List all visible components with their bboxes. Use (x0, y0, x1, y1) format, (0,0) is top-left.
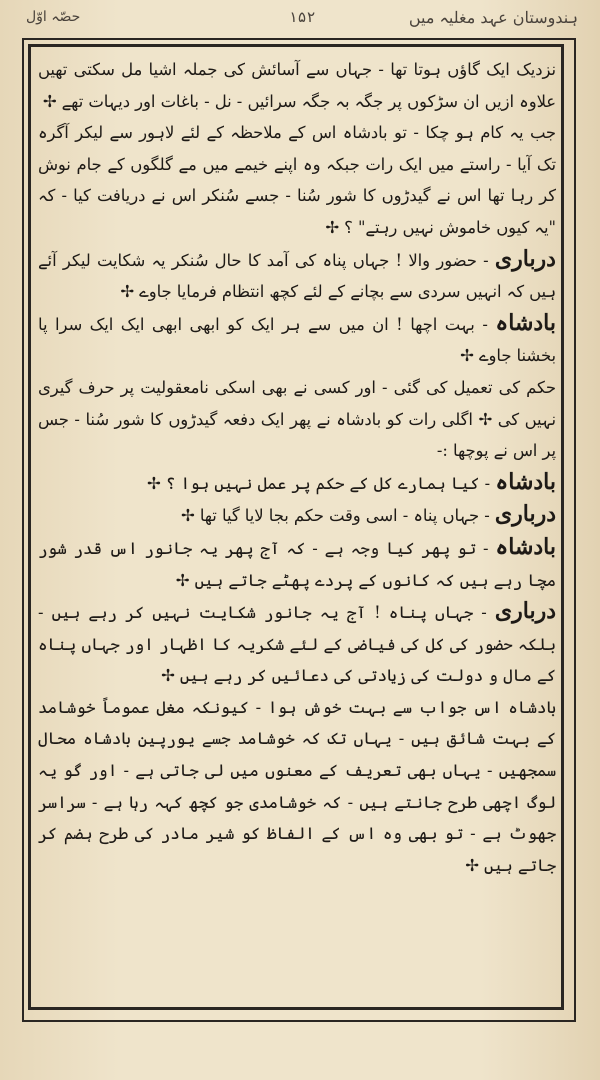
paragraph-text: - جہاں پناہ - اسی وقت حکم بجا لایا گیا تھا ✢ (181, 506, 490, 526)
body-text (38, 54, 556, 1004)
paragraph-text: - کیا ہمارے کل کے حکم پر عمل نہیں ہوا ؟ ✢ (146, 473, 491, 493)
paragraph-text: - بہت اچھا ! ان میں سے ہر ایک کو ابھی ابھی ایک ایک سرا پا بخشنا جاوے ✢ (38, 314, 556, 366)
paragraph-text: حکم کی تعمیل کی گئی - اور کسی نے بھی اسکی نامعقولیت پر حرف گیری نہیں کی ✢ اگلی رات کو بادشاہ نے پھر ایک دفعہ گیدڑوں کا شور سُنا - جس پر اس نے پوچھا :- (38, 377, 556, 461)
speaker-name: بادشاہ (495, 309, 556, 336)
paragraph (38, 117, 556, 243)
paragraph (38, 54, 556, 117)
dialogue-paragraph (38, 308, 556, 372)
speaker-name: بادشاہ (495, 533, 556, 560)
speaker-name: درباری (494, 598, 556, 625)
paragraph-text: جب یہ کام ہو چکا - تو بادشاہ اس کے ملاحظہ کے لئے لاہور سے لیکر آگرہ تک آیا - راستے میں ایک رات جبکہ وہ اپنے خیمے میں مے گلگوں کے جام نوش کر رہا تھا اس نے گیدڑوں کا شور سُنا - جسے سُنکر اس نے دریافت کیا - کہ "یہ کیوں خاموش نہیں رہتے" ؟ ✢ (38, 123, 556, 237)
running-title: ہندوستان عہد مغلیہ میں (408, 8, 578, 27)
dialogue-paragraph (38, 596, 556, 692)
paragraph-text: - حضور والا ! جہاں پناہ کی آمد کا حال سُنکر یہ شکایت لیکر آئے ہیں کہ انہیں سردی سے بچانے کے لئے کچھ انتظام فرمایا جاوے ✢ (38, 250, 556, 302)
dialogue-paragraph (38, 244, 556, 308)
paragraph-text: - تو پھر کیا وجہ ہے - کہ آج پھر یہ جانور اس قدر شور مچا رہے ہیں کہ کانوں کے پردے پھٹے جاتے ہیں ✢ (38, 538, 556, 590)
paragraph-text: - جہاں پناہ ! آج یہ جانور شکایت نہیں کر رہے ہیں - بلکہ حضور کی کل کی فیاضی کے لئے شکریہ کا اظہار اور جہاں پناہ کے مال و دولت کی زیادتی کی دعائیں کر رہے ہیں ✢ (38, 603, 556, 686)
paragraph-text: بادشاہ اس جواب سے بہت خوش ہوا - کیونکہ مغل عموماً خوشامد کے بہت شائق ہیں - یہاں تک کہ خوشامد جسے یورپین بادشاہ محال سمجھیں - یہاں بھی تعریف کے معنوں میں لی جاتی ہے - اور گو یہ لوگ اچھی طرح جانتے ہیں - کہ خوشامدی جو کچھ کہہ رہا ہے - سراسر جھوٹ ہے - تو بھی وہ اس کے الفاظ کو شیر مادر کی طرح ہضم کر جاتے ہیں ✢ (38, 697, 556, 875)
speaker-name: درباری (494, 245, 556, 272)
speaker-name: درباری (494, 501, 556, 528)
paragraph (38, 692, 556, 882)
speaker-name: بادشاہ (495, 468, 556, 495)
page-number: ۱۵۲ (288, 8, 316, 26)
dialogue-paragraph (38, 532, 556, 596)
dialogue-paragraph (38, 467, 556, 500)
section-mark: حصّہ اوّل (26, 9, 81, 25)
paragraph (38, 372, 556, 467)
page-header (26, 6, 578, 34)
paragraph-text: نزدیک ایک گاؤں ہوتا تھا - جہاں سے آسائش کی جملہ اشیا مل سکتی تھیں علاوہ ازیں ان سڑکوں پر جگہ بہ جگہ سرائیں - نل - باغات اور دیہات تھے ✢ (38, 60, 556, 111)
dialogue-paragraph (38, 499, 556, 532)
